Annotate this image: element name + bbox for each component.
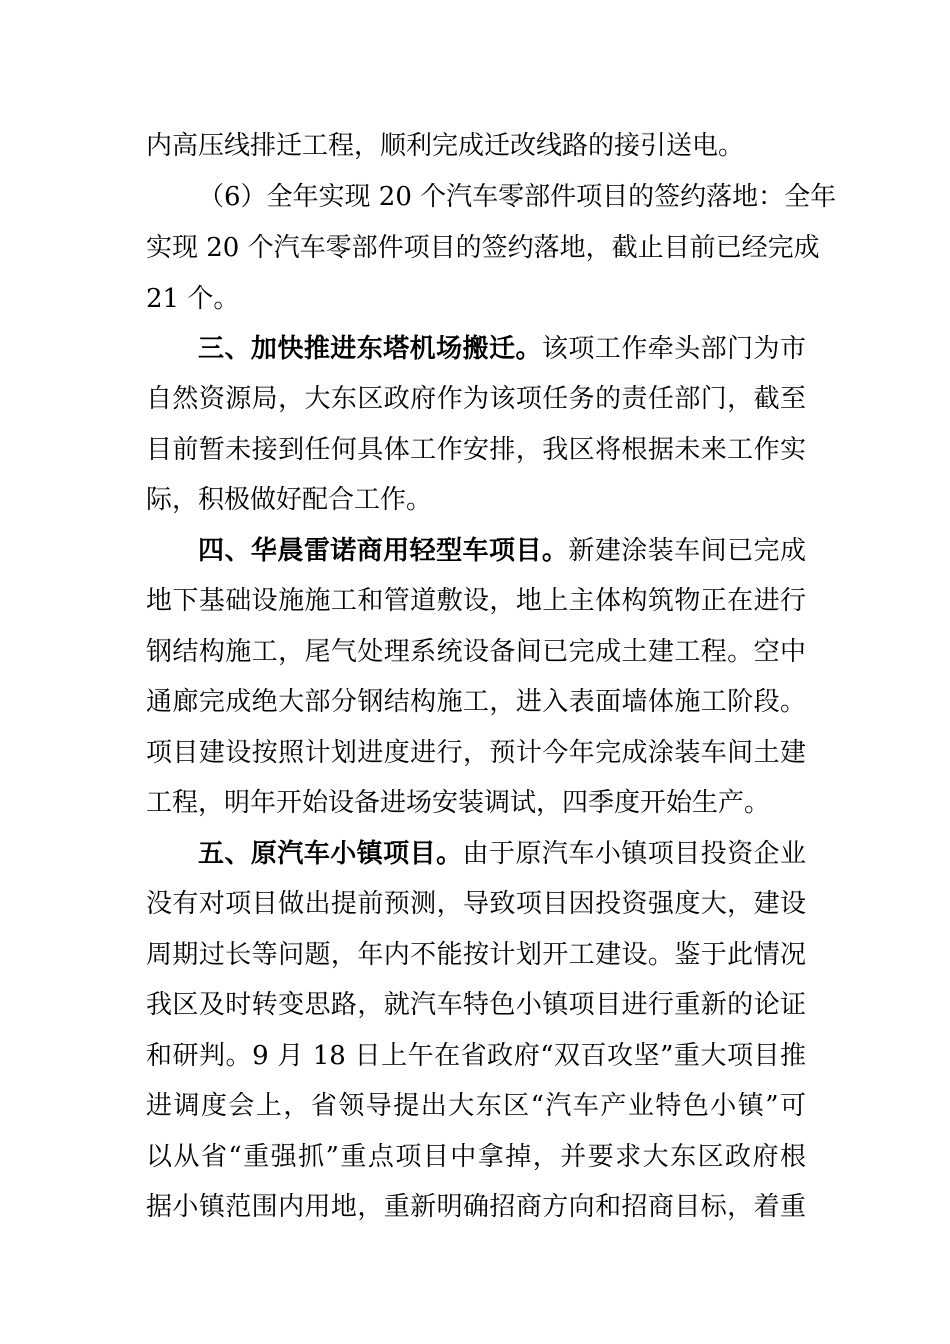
text-line: 没有对项目做出提前预测，导致项目因投资强度大，建设 (146, 889, 806, 919)
text-line: 自然资源局，大东区政府作为该项任务的责任部门，截至 (146, 384, 806, 414)
section-heading: 五、原汽车小镇项目。 (198, 839, 463, 869)
text-line: 和研判。9 月 18 日上午在省政府“双百攻坚”重大项目推 (146, 1041, 806, 1071)
text-line: 项目建设按照计划进度进行，预计今年完成涂装车间土建 (146, 738, 806, 768)
text-line: 实现 20 个汽车零部件项目的签约落地，截止目前已经完成 (146, 233, 820, 263)
section-heading-line: 三、加快推进东塔机场搬迁。该项工作牵头部门为市 (198, 334, 806, 364)
text-line: 我区及时转变思路，就汽车特色小镇项目进行重新的论证 (146, 990, 806, 1020)
section-heading-line: 四、华晨雷诺商用轻型车项目。新建涂装车间已完成 (198, 536, 806, 566)
text-line: （6）全年实现 20 个汽车零部件项目的签约落地：全年 (198, 182, 837, 212)
text-line: 以从省“重强抓”重点项目中拿掉，并要求大东区政府根 (146, 1142, 806, 1172)
text-line: 据小镇范围内用地，重新明确招商方向和招商目标，着重 (146, 1192, 806, 1222)
text-line: 钢结构施工，尾气处理系统设备间已完成土建工程。空中 (146, 637, 806, 667)
text-line: 进调度会上，省领导提出大东区“汽车产业特色小镇”可 (146, 1091, 806, 1121)
text-line: 地下基础设施施工和管道敷设，地上主体构筑物正在进行 (146, 586, 806, 616)
section-heading: 三、加快推进东塔机场搬迁。 (198, 334, 542, 364)
text-line: 通廊完成绝大部分钢结构施工，进入表面墙体施工阶段。 (146, 687, 806, 717)
text-line: 工程，明年开始设备进场安装调试，四季度开始生产。 (146, 788, 771, 818)
text-line: 内高压线排迁工程，顺利完成迁改线路的接引送电。 (146, 131, 745, 161)
text-line: 周期过长等问题，年内不能按计划开工建设。鉴于此情况 (146, 940, 806, 970)
text-line: 目前暂未接到任何具体工作安排，我区将根据未来工作实 (146, 435, 806, 465)
section-heading: 四、华晨雷诺商用轻型车项目。 (198, 536, 569, 566)
section-heading-line: 五、原汽车小镇项目。由于原汽车小镇项目投资企业 (198, 839, 806, 869)
text-line: 21 个。 (146, 284, 240, 314)
text-line: 际，积极做好配合工作。 (146, 485, 433, 515)
